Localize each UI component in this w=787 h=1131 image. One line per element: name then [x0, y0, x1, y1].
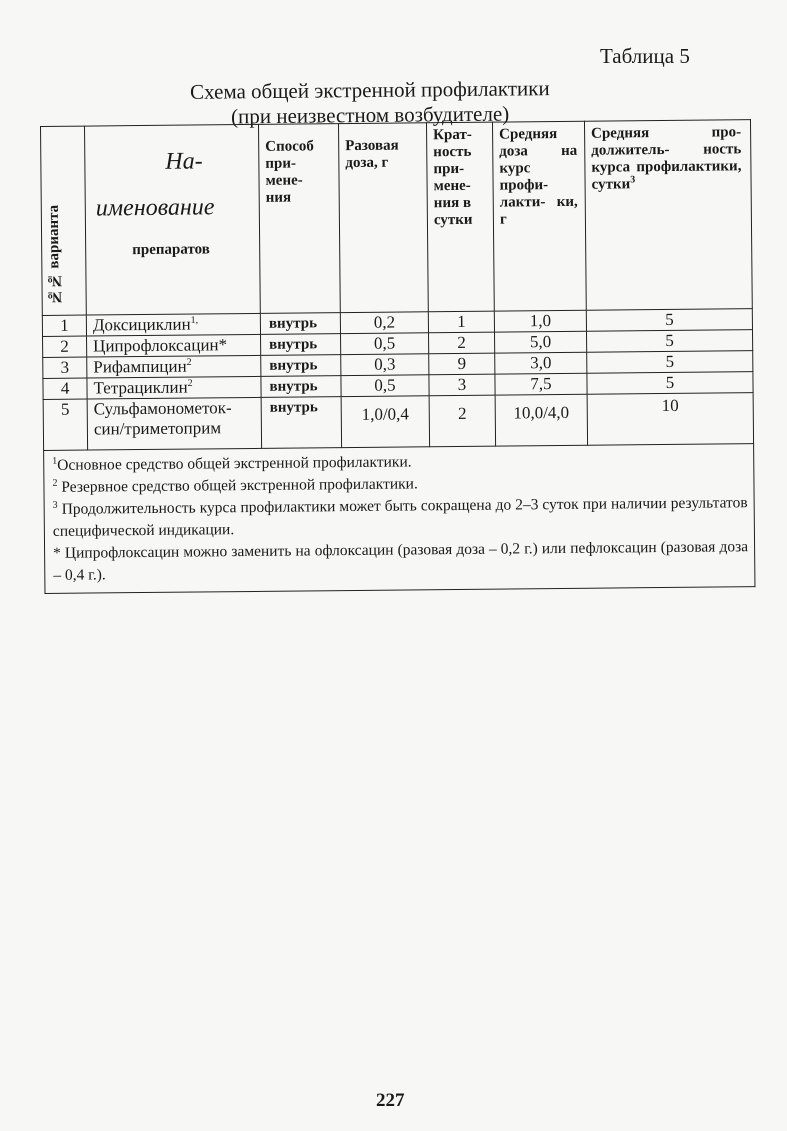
footnote-1: $^1$Основное средство общей экстренной профилактики.	[52, 453, 412, 474]
title-line-1: Схема общей экстренной профилактики	[189, 76, 550, 104]
header-number: №№ варианта	[41, 126, 87, 315]
header-route: Способ при- мене- ния	[258, 124, 340, 314]
header-name	[85, 124, 261, 315]
footnote-2: $^2$ Резервное средство общей экстренной профилактики.	[52, 475, 418, 496]
header-row	[41, 120, 753, 316]
table-row: 5 Сульфамонометок-син/триметоприм внутрь 1,0/0,4 2 10,0/4,0 10	[43, 393, 753, 451]
table-row: 2 Ципрофлоксацин* внутрь 0,5 2 5,0 5	[43, 330, 753, 358]
table-row: 3 Рифампицин$^2$ внутрь 0,3 9 3,0 5	[43, 351, 753, 379]
header-frequency: Крат- ность при- мене- ния в сутки	[426, 122, 494, 312]
title-line-2: (при неизвестном возбудителе)	[230, 101, 510, 129]
header-duration: Средняя про- должитель- ность курса профилактики, сутки$^3$	[584, 120, 752, 311]
footnote-4: * Ципрофлоксацин можно заменить на офлоксацин (разовая доза – 0,2 г.) или пефлоксацин (разовая доза – 0,4 г.).	[53, 538, 749, 584]
table-row: 1 Доксициклин$^{1,}$ внутрь 0,2 1 1,0 5	[42, 309, 752, 337]
header-name-part3: препаратов	[132, 241, 210, 259]
footnotes	[44, 444, 755, 594]
header-name-part2: именование	[95, 194, 215, 222]
footnote-3: $^3$ Продолжительность курса профилактики может быть сокращена до 2–3 суток при наличии результатов специфической индикации.	[52, 494, 748, 540]
header-course-dose: Средняя доза на курс профи- лакти- ки, г	[492, 121, 586, 311]
table-label: Таблица 5	[600, 44, 690, 68]
page-number: 227	[376, 1090, 405, 1111]
footnotes-row	[44, 444, 755, 594]
header-dose: Разовая доза, г	[338, 123, 428, 313]
table-row: 4 Тетрациклин$^2$ внутрь 0,5 3 7,5 5	[43, 372, 753, 400]
header-name-part1: На-	[165, 148, 203, 175]
prophylaxis-table	[40, 119, 754, 594]
